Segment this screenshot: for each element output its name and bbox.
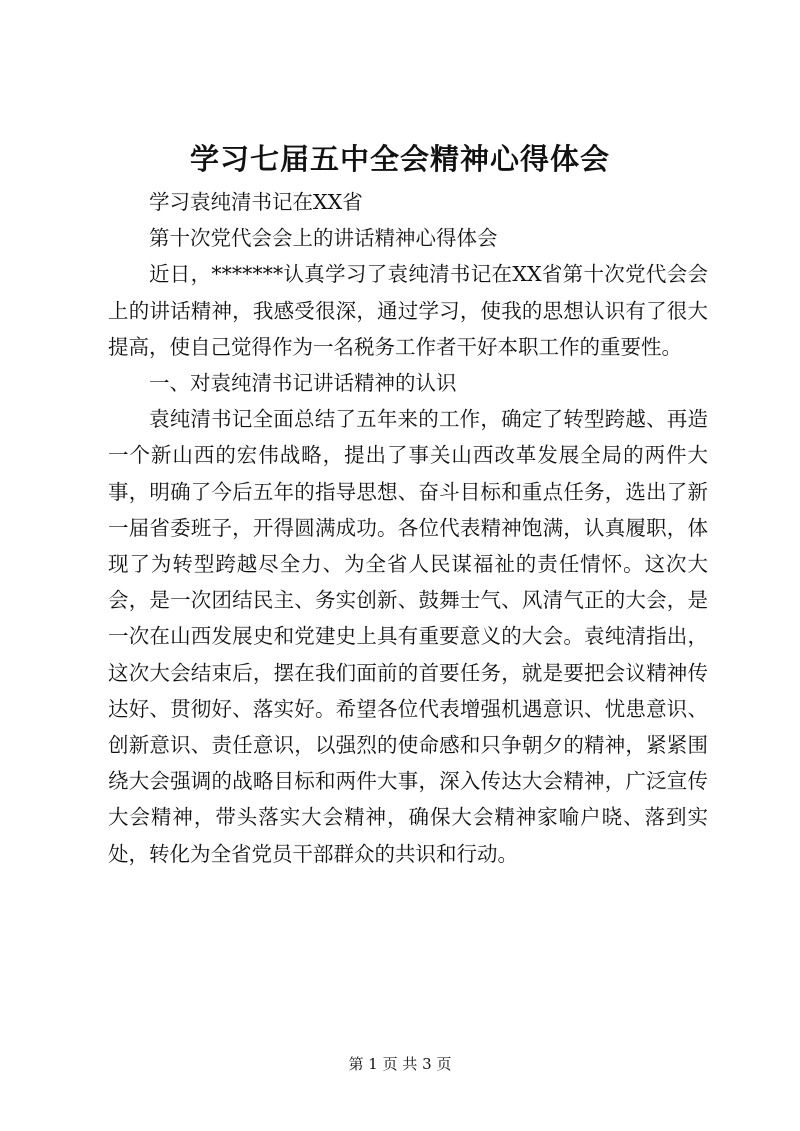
paragraph-subtitle-1: 学习袁纯清书记在XX省 bbox=[149, 190, 363, 214]
paragraph-intro: 近日，*******认真学习了袁纯清书记在XX省第十次党代会会上的讲话精神，我感受很深，通过学习，使我的思想认识有了很大提高，使自己觉得作为一名税务工作者干好本职工作的重要性。 bbox=[108, 262, 708, 359]
section-heading: 一、对袁纯清书记讲话精神的认识 bbox=[149, 371, 457, 396]
paragraph-subtitle-2: 第十次党代会会上的讲话精神心得体会 bbox=[149, 226, 498, 251]
page-footer: 第 1 页 共 3 页 bbox=[348, 1055, 452, 1073]
paragraph-main: 袁纯清书记全面总结了五年来的工作，确定了转型跨越、再造一个新山西的宏伟战略，提出了事关山西改革发展全局的两件大事，明确了今后五年的指导思想、奋斗目标和重点任务，选出了新一届省委班子，开得圆满成功。各位代表精神饱满，认真履职，体现了为转型跨越尽全力、为全省人民谋福祉的责任情怀。这次大会，是一次团结民主、务实创新、鼓舞士气、风清气正的大会，是一次在山西发展史和党建史上具有重要意义的大会。袁纯清指出，这次大会结束后，摆在我们面前的首要任务，就是要把会议精神传达好、贯彻好、落实好。希望各位代表增强机遇意识、忧患意识、创新意识、责任意识，以强烈的使命感和只争朝夕的精神，紧紧围绕大会强调的战略目标和两件大事，深入传达大会精神，广泛宣传大会精神，带头落实大会精神，确保大会精神家喻户晓、落到实处，转化为全省党员干部群众的共识和行动。 bbox=[108, 407, 708, 866]
document-title: 学习七届五中全会精神心得体会 bbox=[189, 142, 610, 176]
document-body bbox=[108, 184, 708, 872]
